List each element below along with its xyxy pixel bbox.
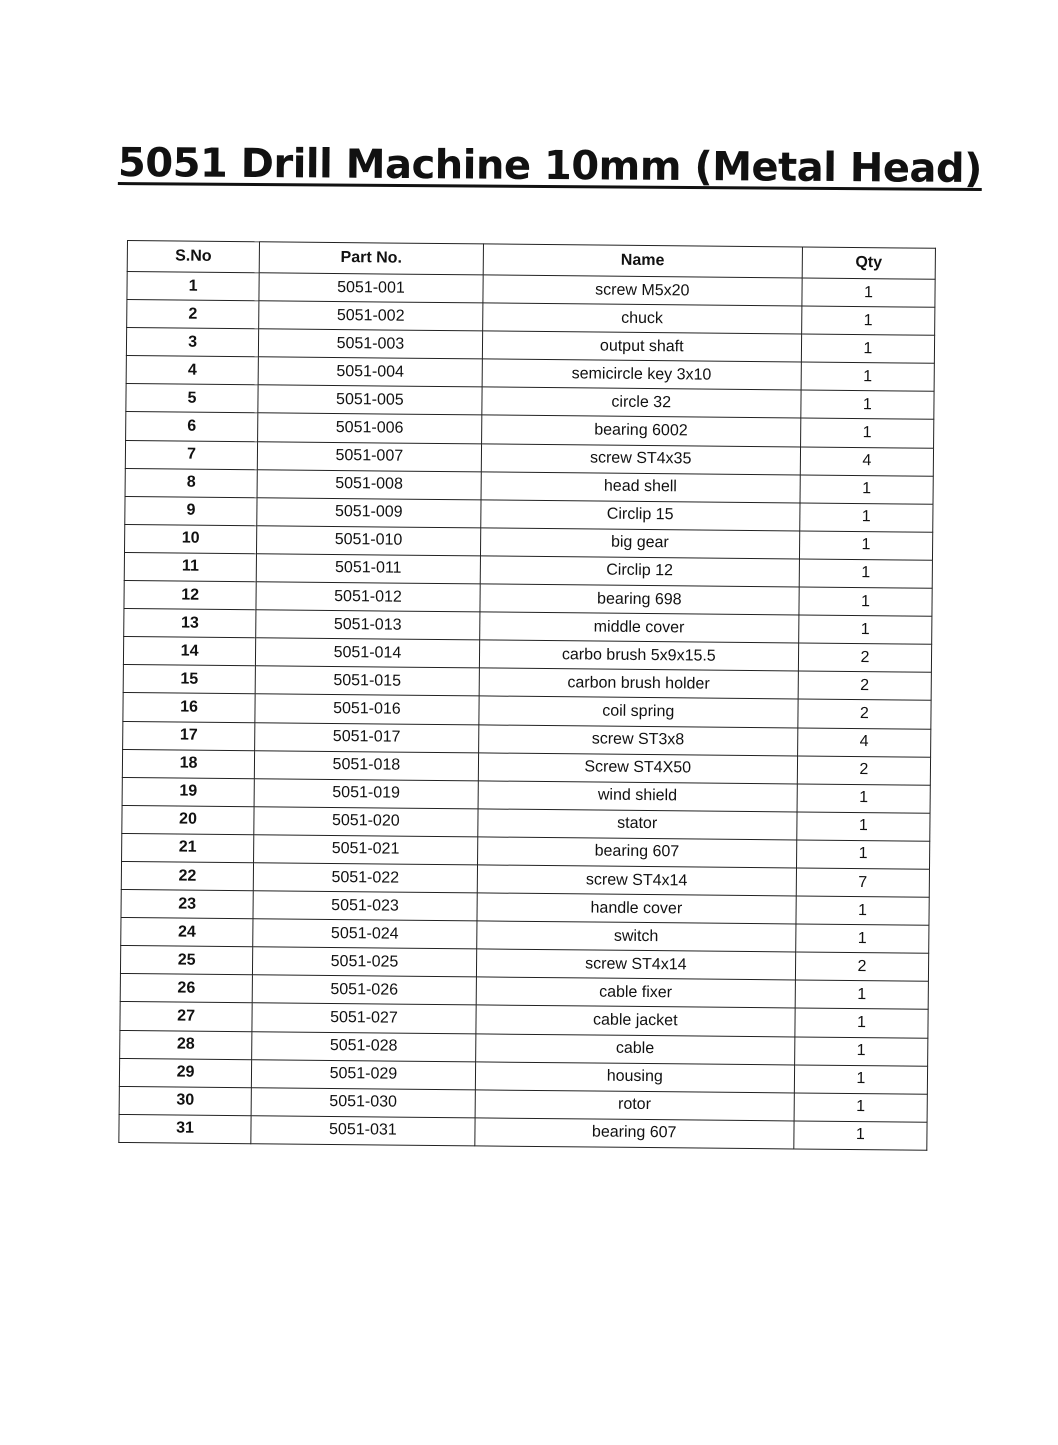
header-name: Name bbox=[483, 244, 802, 278]
parts-table bbox=[118, 240, 936, 1151]
cell-part-no: 5051-026 bbox=[252, 975, 476, 1005]
cell-name: chuck bbox=[482, 303, 801, 334]
cell-qty: 7 bbox=[796, 868, 929, 897]
cell-qty: 1 bbox=[794, 1036, 927, 1065]
cell-name: stator bbox=[478, 809, 797, 840]
cell-sno: 10 bbox=[125, 524, 257, 553]
cell-sno: 19 bbox=[122, 777, 254, 806]
cell-qty: 1 bbox=[801, 306, 934, 335]
cell-qty: 1 bbox=[796, 840, 929, 869]
cell-sno: 18 bbox=[122, 749, 254, 778]
cell-sno: 3 bbox=[126, 328, 258, 357]
cell-name: bearing 607 bbox=[475, 1118, 794, 1149]
cell-part-no: 5051-006 bbox=[258, 413, 482, 443]
cell-part-no: 5051-009 bbox=[257, 498, 481, 528]
cell-name: semicircle key 3x10 bbox=[482, 359, 801, 390]
cell-name: bearing 607 bbox=[477, 837, 796, 868]
cell-sno: 15 bbox=[123, 665, 255, 694]
cell-qty: 1 bbox=[800, 503, 933, 532]
cell-name: handle cover bbox=[477, 893, 796, 924]
header-part-no: Part No. bbox=[259, 242, 483, 275]
cell-qty: 4 bbox=[797, 727, 930, 756]
cell-sno: 28 bbox=[120, 1030, 252, 1059]
cell-name: cable fixer bbox=[476, 977, 795, 1008]
cell-name: switch bbox=[476, 921, 795, 952]
cell-qty: 1 bbox=[796, 924, 929, 953]
cell-qty: 1 bbox=[794, 1093, 927, 1122]
cell-name: rotor bbox=[475, 1090, 794, 1121]
page-title: 5051 Drill Machine 10mm (Metal Head) bbox=[117, 140, 983, 193]
cell-part-no: 5051-008 bbox=[257, 469, 481, 499]
cell-part-no: 5051-002 bbox=[259, 301, 483, 331]
cell-sno: 31 bbox=[119, 1114, 251, 1143]
cell-name: cable bbox=[475, 1033, 794, 1064]
cell-sno: 21 bbox=[122, 833, 254, 862]
cell-qty: 2 bbox=[798, 671, 931, 700]
cell-sno: 24 bbox=[121, 918, 253, 947]
cell-sno: 11 bbox=[124, 552, 256, 581]
cell-qty: 1 bbox=[799, 531, 932, 560]
cell-part-no: 5051-001 bbox=[259, 273, 483, 303]
cell-sno: 1 bbox=[127, 272, 259, 301]
cell-qty: 1 bbox=[801, 390, 934, 419]
cell-sno: 30 bbox=[119, 1086, 251, 1115]
cell-qty: 1 bbox=[801, 362, 934, 391]
cell-part-no: 5051-005 bbox=[258, 385, 482, 415]
cell-part-no: 5051-029 bbox=[251, 1059, 475, 1089]
cell-part-no: 5051-021 bbox=[254, 835, 478, 865]
cell-part-no: 5051-013 bbox=[256, 610, 480, 640]
table-body bbox=[119, 272, 935, 1151]
cell-qty: 2 bbox=[798, 643, 931, 672]
cell-part-no: 5051-027 bbox=[252, 1003, 476, 1033]
cell-part-no: 5051-019 bbox=[254, 778, 478, 808]
cell-name: screw ST3x8 bbox=[478, 724, 797, 755]
cell-part-no: 5051-017 bbox=[255, 722, 479, 752]
cell-qty: 1 bbox=[799, 615, 932, 644]
cell-part-no: 5051-016 bbox=[255, 694, 479, 724]
cell-qty: 1 bbox=[796, 896, 929, 925]
cell-part-no: 5051-018 bbox=[254, 750, 478, 780]
cell-sno: 26 bbox=[120, 974, 252, 1003]
cell-name: carbon brush holder bbox=[479, 668, 798, 699]
cell-part-no: 5051-030 bbox=[251, 1087, 475, 1117]
cell-qty: 1 bbox=[801, 334, 934, 363]
cell-part-no: 5051-012 bbox=[256, 582, 480, 612]
cell-name: screw ST4x35 bbox=[481, 443, 800, 474]
cell-qty: 1 bbox=[794, 1121, 927, 1150]
cell-part-no: 5051-007 bbox=[257, 441, 481, 471]
parts-sheet bbox=[118, 240, 936, 1151]
cell-name: screw ST4x14 bbox=[476, 949, 795, 980]
cell-name: carbo brush 5x9x15.5 bbox=[479, 640, 798, 671]
cell-sno: 17 bbox=[123, 721, 255, 750]
cell-sno: 27 bbox=[120, 1002, 252, 1031]
cell-sno: 13 bbox=[124, 609, 256, 638]
cell-name: screw ST4x14 bbox=[477, 865, 796, 896]
cell-name: bearing 6002 bbox=[481, 415, 800, 446]
cell-qty: 2 bbox=[797, 756, 930, 785]
cell-qty: 1 bbox=[802, 278, 935, 307]
cell-name: wind shield bbox=[478, 781, 797, 812]
cell-part-no: 5051-020 bbox=[254, 807, 478, 837]
cell-name: coil spring bbox=[479, 696, 798, 727]
header-sno: S.No bbox=[127, 241, 259, 273]
cell-qty: 1 bbox=[795, 980, 928, 1009]
cell-sno: 4 bbox=[126, 356, 258, 385]
cell-part-no: 5051-015 bbox=[255, 666, 479, 696]
cell-name: middle cover bbox=[479, 612, 798, 643]
cell-sno: 22 bbox=[121, 861, 253, 890]
cell-sno: 12 bbox=[124, 581, 256, 610]
cell-name: Circlip 12 bbox=[480, 556, 799, 587]
cell-part-no: 5051-003 bbox=[259, 329, 483, 359]
cell-sno: 7 bbox=[125, 440, 257, 469]
cell-sno: 6 bbox=[126, 412, 258, 441]
cell-sno: 2 bbox=[127, 300, 259, 329]
cell-part-no: 5051-011 bbox=[256, 554, 480, 584]
cell-name: cable jacket bbox=[476, 1005, 795, 1036]
cell-qty: 1 bbox=[795, 1008, 928, 1037]
cell-qty: 1 bbox=[794, 1065, 927, 1094]
cell-qty: 4 bbox=[800, 447, 933, 476]
cell-qty: 1 bbox=[799, 559, 932, 588]
cell-sno: 23 bbox=[121, 890, 253, 919]
cell-sno: 29 bbox=[119, 1058, 251, 1087]
cell-name: Circlip 15 bbox=[480, 500, 799, 531]
cell-part-no: 5051-024 bbox=[253, 919, 477, 949]
cell-part-no: 5051-010 bbox=[257, 526, 481, 556]
cell-qty: 1 bbox=[797, 812, 930, 841]
cell-qty: 2 bbox=[795, 952, 928, 981]
cell-part-no: 5051-028 bbox=[252, 1031, 476, 1061]
cell-sno: 8 bbox=[125, 468, 257, 497]
cell-qty: 1 bbox=[797, 784, 930, 813]
cell-sno: 16 bbox=[123, 693, 255, 722]
cell-name: output shaft bbox=[482, 331, 801, 362]
cell-part-no: 5051-022 bbox=[253, 863, 477, 893]
cell-part-no: 5051-031 bbox=[251, 1116, 475, 1146]
cell-qty: 2 bbox=[798, 699, 931, 728]
cell-sno: 9 bbox=[125, 496, 257, 525]
cell-name: Screw ST4X50 bbox=[478, 752, 797, 783]
cell-name: circle 32 bbox=[482, 387, 801, 418]
cell-qty: 1 bbox=[800, 475, 933, 504]
cell-part-no: 5051-004 bbox=[258, 357, 482, 387]
cell-name: bearing 698 bbox=[480, 584, 799, 615]
cell-part-no: 5051-023 bbox=[253, 891, 477, 921]
cell-qty: 1 bbox=[799, 587, 932, 616]
cell-sno: 5 bbox=[126, 384, 258, 413]
cell-part-no: 5051-025 bbox=[253, 947, 477, 977]
cell-sno: 20 bbox=[122, 805, 254, 834]
cell-sno: 25 bbox=[120, 946, 252, 975]
cell-name: housing bbox=[475, 1062, 794, 1093]
cell-name: head shell bbox=[481, 472, 800, 503]
cell-sno: 14 bbox=[123, 637, 255, 666]
cell-name: big gear bbox=[480, 528, 799, 559]
cell-qty: 1 bbox=[800, 418, 933, 447]
cell-part-no: 5051-014 bbox=[256, 638, 480, 668]
header-qty: Qty bbox=[802, 247, 935, 279]
cell-name: screw M5x20 bbox=[483, 275, 802, 306]
